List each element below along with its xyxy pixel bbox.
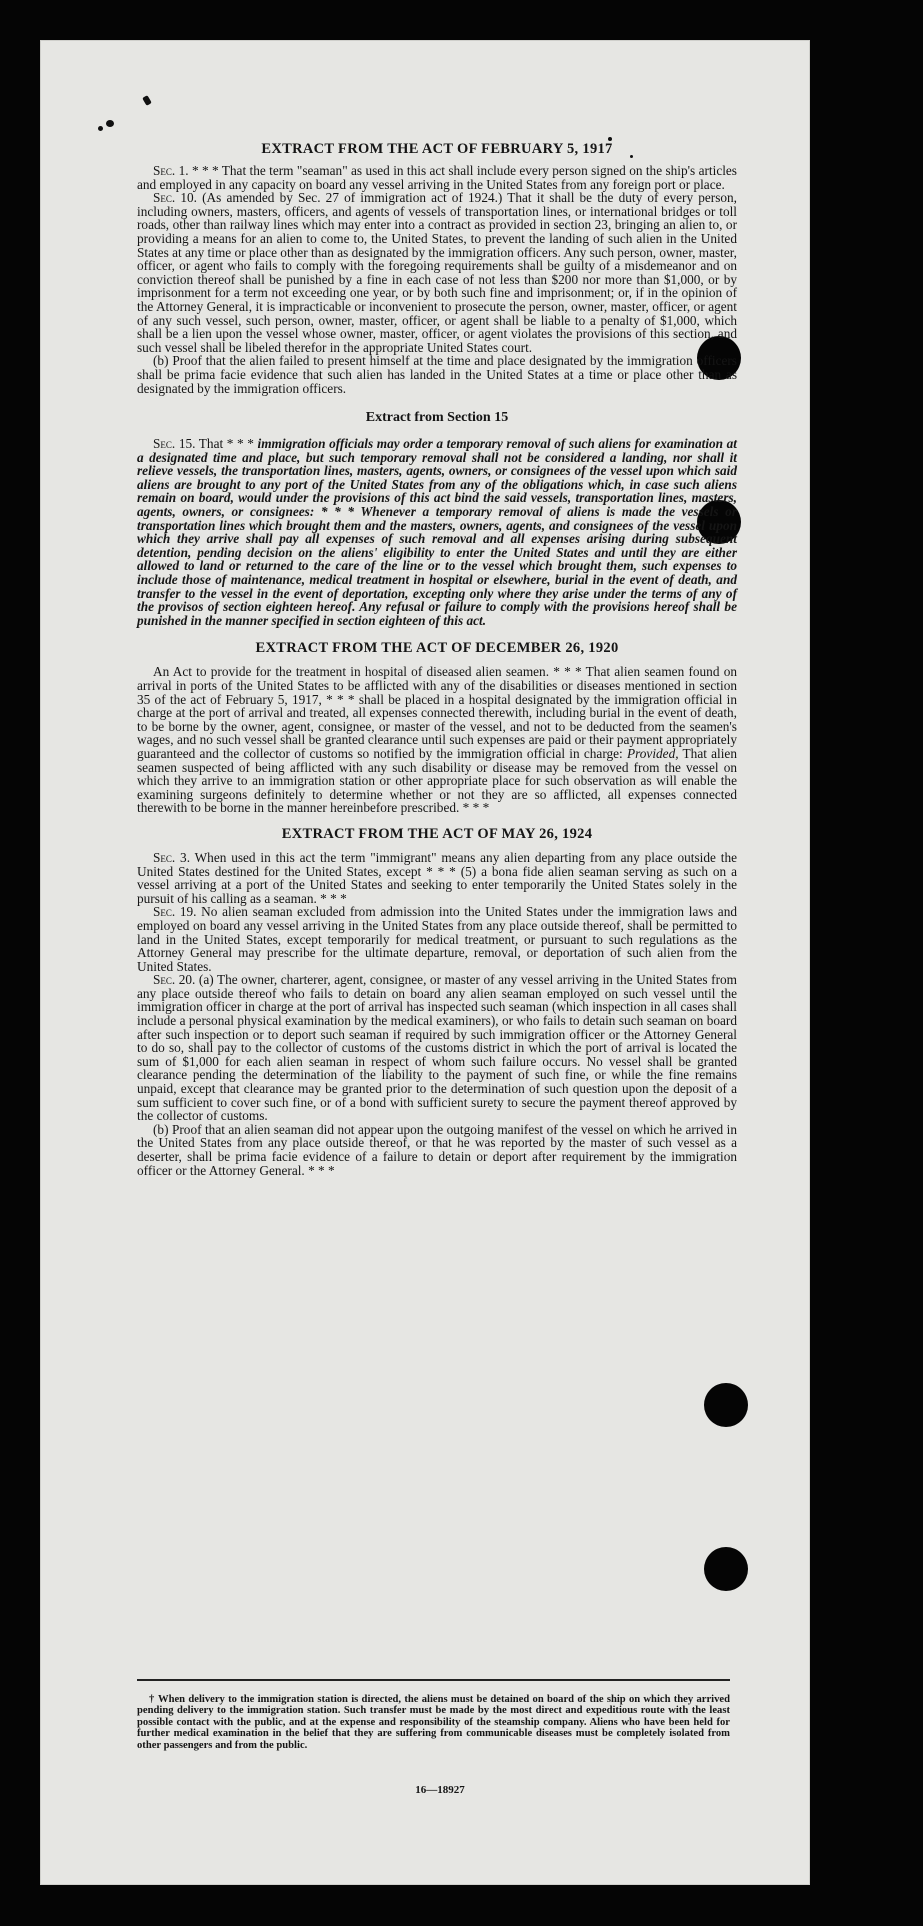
section-text-italic: immigration officials may order a temporary removal of such aliens for examination at a designated time and place, but such temporary removal shall not be considered a landing, nor shall it relieve vessels, the transportation lines, masters, agents, owners, or consignees of the vessel upon which said aliens are brought to any port of the United States from any of the obligations which, in case such aliens remain on board, would under the provisions of this act bind the said vessels, transportation lines, masters, agents, owners, or consignees: * * * Whenever a temporary removal of aliens is made the vessels or transportation lines which brought them and the masters, owners, agents, and consignees of the vessel upon which they arrive shall pay all expenses of such removal and all expenses arising during subsequent detention, pending decision on the aliens' eligibility to enter the United States and until they are either allowed to land or returned to the care of the line or to the vessel which brought them, such expenses to include those of maintenance, medical treatment in hospital or elsewhere, burial in the event of death, and transfer to the vessel in the event of deportation, excepting only where they arise under the terms of any of the provisos of section eighteen hereof. Any refusal or failure to comply with the provisions hereof shall be punished in the manner specified in section eighteen of this act. [137, 436, 737, 628]
section-label: Sec. 10. [153, 190, 197, 206]
provided-word: Provided, [626, 745, 679, 761]
footnote-text: † When delivery to the immigration station is directed, the aliens must be detained on board of the ship on which they arrived pending delivery to the immigration station. Such transfer must be made by the most direct and expeditious route with the least possible contact with the public, and at the expense and responsibility of the steamship company. Aliens who have been held for further medical examination in the belief that they are suffering from communicable diseases must be completely isolated from other passengers and from the public. [137, 1694, 730, 1751]
section-label: Sec. 19. [153, 904, 197, 920]
paper-speck [98, 126, 103, 131]
section-3 [137, 851, 737, 905]
section-text: No alien seaman excluded from admission into the United States under the immigration laws and employed on board any vessel arriving in the United States from any place outside thereof, shall be permitted to land in the United States, except temporarily for medical treatment, or pursuant to such regulations as the Attorney General may prescribe for the ultimate departure, removal, or deportation of such alien from the United States. [137, 904, 737, 974]
section-20 [137, 973, 737, 1123]
section-text: When used in this act the term "immigrant" means any alien departing from any place outside the United States destined for the United States, except * * * (5) a bona fide alien seaman serving as such on a vessel arriving at a port of the United States and seeking to enter temporarily the United States solely in the pursuit of his calling as a seaman. * * * [137, 849, 737, 906]
section-label: Sec. 20. [153, 972, 196, 988]
section-1 [137, 164, 737, 191]
footnote [137, 1694, 730, 1751]
section-label: Sec. 15. [153, 436, 196, 452]
paper-speck [106, 120, 114, 127]
section-15 [137, 437, 737, 627]
act-1920-tail: That alien seamen suspected of being afflicted with any such disability or disease may be removed from the vessel on which they arrive to an immigration station or other appropriate place for such observation as will enable the examining surgeons definitely to determine whether or not they are so afflicted, all expenses connected therewith to be borne in the manner hereinbefore prescribed. * * * [137, 745, 737, 816]
document-body [137, 140, 737, 1177]
heading-act-1917: EXTRACT FROM THE ACT OF FEBRUARY 5, 1917 [261, 141, 613, 157]
section-20b: (b) Proof that an alien seaman did not appear upon the outgoing manifest of the vessel on which he arrived in the United States from any place outside thereof, or that he was reported by the master of such vessel as a deserter, shall be prima facie evidence of a failure to detain or deport after requirement by the immigration officer or the Attorney General. * * * [137, 1121, 737, 1178]
heading-act-1924: EXTRACT FROM THE ACT OF MAY 26, 1924 [281, 825, 593, 842]
section-text: (a) The owner, charterer, agent, consignee, or master of any vessel arriving in the United States from any place outside thereof who fails to detain on board any alien seaman employed on such vessel until the immigration officer in charge at the port of arrival has inspected such seaman (which inspection in all cases shall include a personal physical examination by the medical examiners), or who fails to detain such seaman on board after such inspection or to deport such seaman if required by such immigration officer or the Attorney General to do so, shall pay to the collector of customs of the customs district in which the port of arrival is located the sum of $1,000 for each alien seaman in respect of whom such failure occurs. No vessel shall be granted clearance pending the determination of the liability to the payment of such fine, or while the fine remains unpaid, except that clearance may be granted prior to the determination of such question upon the deposit of a sum sufficient to cover such fine, or of a bond with sufficient surety to secure the payment thereof approved by the collector of customs. [137, 972, 737, 1124]
section-label: Sec. 3. [153, 849, 191, 865]
section-10 [137, 191, 737, 354]
section-text: (As amended by Sec. 27 of immigration act of 1924.) That it shall be the duty of every person, including owners, masters, officers, and agents of vessels of transportation lines, or international bridges or toll roads, other than railway lines which may enter into a contract as provided in section 23, bringing an alien to, or providing a means for an alien to come to, the United States, to prevent the landing of such alien in the United States at any time or place other than as designated by the immigration officers. Any such person, owner, master, officer, or agent who fails to comply with the foregoing requirements shall be guilty of a misdemeanor and on conviction thereof shall be punished by a fine in each case of not less than $200 nor more than $1,000, or by imprisonment for a term not exceeding one year, or by both such fine and imprisonment; or, if in the opinion of the Attorney General, it is impracticable or inconvenient to prosecute the person, owner, master, officer, or agent of any such vessel, such person, owner, master, officer, or agent shall be liable to a penalty of $1,000, which shall be a lien upon the vessel whose owner, master, officer, or agent violates the provisions of this section, and such vessel shall be libeled therefor in the appropriate United States court. [137, 190, 737, 355]
section-text: * * * That the term "seaman" as used in this act shall include every person signed on the ship's articles and employed in any capacity on board any vessel arriving in the United States from any foreign port or place. [137, 163, 737, 192]
act-1920-body: An Act to provide for the treatment in hospital of diseased alien seamen. * * * That alien seamen found on arrival in ports of the United States to be afflicted with any of the disabilities or diseases mentioned in section 35 of the act of February 5, 1917, * * * shall be placed in a hospital designated by the immigration official in charge at the port of arrival and treated, all expenses connected therewith, including burial in the event of death, to be borne by the owner, agent, consignee, or master of the vessel, and not to be deducted from the seamen's wages, and no such vessel shall be granted clearance until such expenses are paid or their payment appropriately guaranteed and the collector of customs so notified by the immigration official in charge: [137, 664, 737, 761]
paper-speck [142, 95, 152, 106]
section-19 [137, 905, 737, 973]
act-1920-text [137, 665, 737, 815]
punch-hole [704, 1547, 748, 1591]
footnote-divider [137, 1679, 730, 1681]
punch-hole [704, 1383, 748, 1427]
heading-section-15: Extract from Section 15 [365, 410, 509, 426]
section-text: That * * * [195, 436, 258, 452]
heading-act-1920: EXTRACT FROM THE ACT OF DECEMBER 26, 1920 [255, 640, 619, 657]
section-10b: (b) Proof that the alien failed to present himself at the time and place designated by the immigration officers shall be prima facie evidence that such alien has landed in the United States at a time or place other than as designated by the immigration officers. [137, 353, 737, 396]
section-label: Sec. 1. [153, 163, 189, 178]
form-number: 16—18927 [415, 1784, 465, 1796]
